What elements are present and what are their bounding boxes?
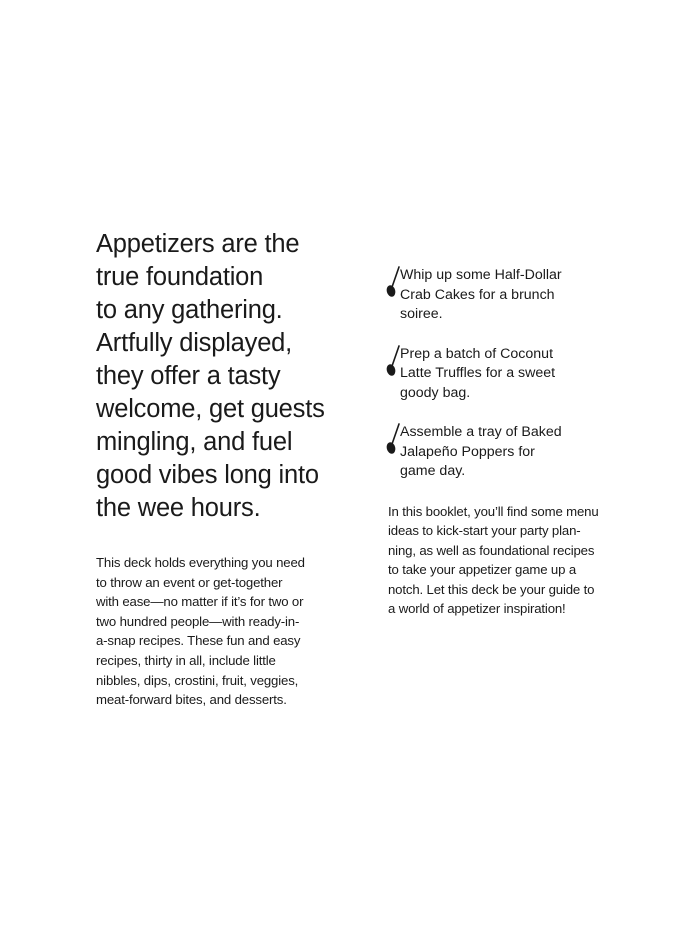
- intro-paragraph: [96, 553, 336, 710]
- intro-line: meat-forward bites, and desserts.: [96, 692, 287, 708]
- tip-line: Prep a batch of Coconut: [400, 345, 554, 362]
- intro-line: This deck holds everything you need: [96, 555, 305, 570]
- tips-list: [388, 266, 618, 482]
- tip-item: [388, 423, 618, 482]
- headline-line: the wee hours.: [96, 494, 261, 522]
- headline-line: good vibes long into: [96, 461, 319, 489]
- closing-paragraph: [388, 502, 618, 620]
- closing-line: notch. Let this deck be your guide to: [388, 581, 595, 597]
- left-column: [96, 228, 336, 710]
- headline-line: to any gathering.: [96, 296, 283, 324]
- toothpick-olive-icon: [386, 266, 400, 300]
- headline: [96, 228, 336, 525]
- tip-text: [400, 345, 618, 404]
- tip-line: Jalapeño Poppers for: [400, 443, 535, 460]
- closing-line: In this booklet, you’ll find some menu: [388, 503, 599, 519]
- closing-line: ning, as well as foundational recipes: [388, 542, 595, 558]
- intro-line: to throw an event or get-together: [96, 574, 283, 590]
- intro-line: two hundred people—with ready-in-: [96, 613, 300, 629]
- right-column: [388, 266, 618, 619]
- tip-item: [388, 266, 618, 325]
- tip-line: soiree.: [400, 306, 443, 322]
- tip-text: [400, 266, 618, 325]
- closing-line: to take your appetizer game up a: [388, 562, 577, 578]
- intro-line: recipes, thirty in all, include little: [96, 652, 276, 668]
- tip-line: game day.: [400, 463, 466, 479]
- headline-line: welcome, get guests: [96, 395, 325, 423]
- toothpick-olive-icon: [386, 423, 400, 457]
- tip-line: goody bag.: [400, 384, 471, 401]
- headline-line: Artfully displayed,: [96, 329, 293, 357]
- headline-line: they offer a tasty: [96, 362, 281, 390]
- headline-line: true foundation: [96, 263, 264, 291]
- headline-line: mingling, and fuel: [96, 428, 293, 456]
- tip-line: Assemble a tray of Baked: [400, 424, 562, 440]
- tip-line: Latte Truffles for a sweet: [400, 365, 556, 381]
- headline-line: Appetizers are the: [96, 230, 300, 258]
- tip-line: Whip up some Half-Dollar: [400, 267, 562, 283]
- toothpick-olive-icon: [386, 345, 400, 379]
- tip-text: [400, 423, 618, 482]
- tip-item: [388, 345, 618, 404]
- intro-line: a-snap recipes. These fun and easy: [96, 633, 301, 649]
- closing-line: ideas to kick-start your party plan-: [388, 523, 581, 539]
- closing-line: a world of appetizer inspiration!: [388, 601, 566, 617]
- tip-line: Crab Cakes for a brunch: [400, 286, 555, 303]
- intro-line: nibbles, dips, crostini, fruit, veggies,: [96, 672, 299, 688]
- intro-line: with ease—no matter if it’s for two or: [96, 594, 304, 610]
